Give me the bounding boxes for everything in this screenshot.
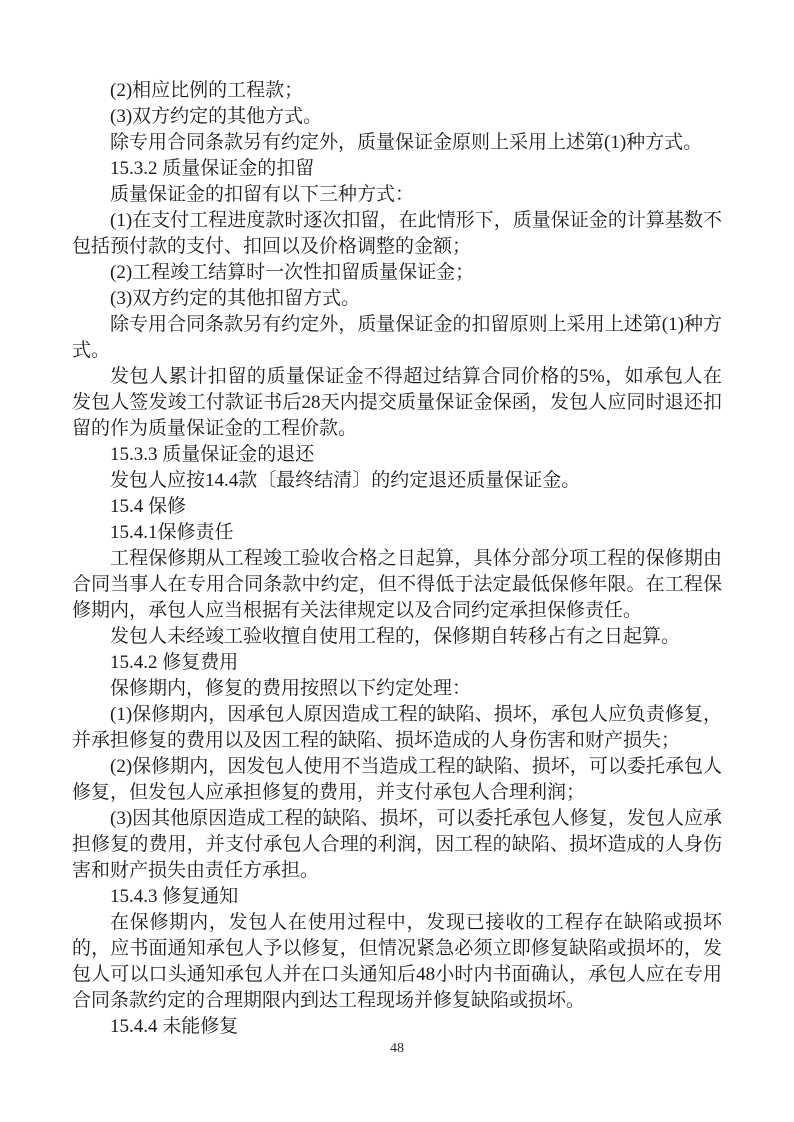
paragraph: (2)保修期内，因发包人使用不当造成工程的缺陷、损坏，可以委托承包人修复，但发包人应承担修复的费用，并支付承包人合理利润； [72, 756, 722, 803]
paragraph: (3)双方约定的其他扣留方式。 [110, 288, 361, 309]
clause-heading: 15.4 保修 [110, 496, 187, 517]
paragraph: (2)工程竣工结算时一次性扣留质量保证金； [110, 262, 475, 283]
clause-heading: 15.3.2 质量保证金的扣留 [110, 158, 315, 179]
paragraph: (1)在支付工程进度款时逐次扣留，在此情形下，质量保证金的计算基数不包括预付款的支付、扣回以及价格调整的金额； [72, 210, 722, 257]
page-number: 48 [390, 1041, 404, 1056]
paragraph: 质量保证金的扣留有以下三种方式： [110, 184, 415, 205]
paragraph: 发包人未经竣工验收擅自使用工程的，保修期自转移占有之日起算。 [110, 626, 681, 647]
paragraph: (3)因其他原因造成工程的缺陷、损坏，可以委托承包人修复，发包人应承担修复的费用，并支付承包人合理的利润，因工程的缺陷、损坏造成的人身伤害和财产损失由责任方承担。 [72, 808, 722, 881]
paragraph: 在保修期内，发包人在使用过程中，发现已接收的工程存在缺陷或损坏的，应书面通知承包人予以修复，但情况紧急必须立即修复缺陷或损坏的，发包人可以口头通知承包人并在口头通知后48小时内书面确认，承包人应在专用合同条款约定的合理期限内到达工程现场并修复缺陷或损坏。 [72, 912, 722, 1011]
paragraph: 保修期内，修复的费用按照以下约定处理： [110, 678, 472, 699]
clause-heading: 15.4.2 修复费用 [110, 652, 239, 673]
clause-heading: 15.4.4 未能修复 [110, 1016, 239, 1037]
document-body [72, 78, 722, 1040]
paragraph: 发包人累计扣留的质量保证金不得超过结算合同价格的5%，如承包人在发包人签发竣工付款证书后28天内提交质量保证金保函，发包人应同时退还扣留的作为质量保证金的工程价款。 [72, 366, 722, 439]
clause-heading: 15.3.3 质量保证金的退还 [110, 444, 315, 465]
paragraph: (3)双方约定的其他方式。 [110, 106, 323, 127]
paragraph: 工程保修期从工程竣工验收合格之日起算，具体分部分项工程的保修期由合同当事人在专用合同条款中约定，但不得低于法定最低保修年限。在工程保修期内，承包人应当根据有关法律规定以及合同约定承担保修责任。 [72, 548, 722, 621]
paragraph: 除专用合同条款另有约定外，质量保证金原则上采用上述第(1)种方式。 [110, 132, 703, 153]
paragraph: 发包人应按14.4款〔最终结清〕的约定退还质量保证金。 [110, 470, 581, 491]
paragraph: 除专用合同条款另有约定外，质量保证金的扣留原则上采用上述第(1)种方式。 [72, 314, 722, 361]
paragraph: (1)保修期内，因承包人原因造成工程的缺陷、损坏，承包人应负责修复，并承担修复的费用以及因工程的缺陷、损坏造成的人身伤害和财产损失； [72, 704, 722, 751]
clause-heading: 15.4.3 修复通知 [110, 886, 239, 907]
paragraph: (2)相应比例的工程款； [110, 80, 304, 101]
clause-heading: 15.4.1保修责任 [110, 522, 234, 543]
